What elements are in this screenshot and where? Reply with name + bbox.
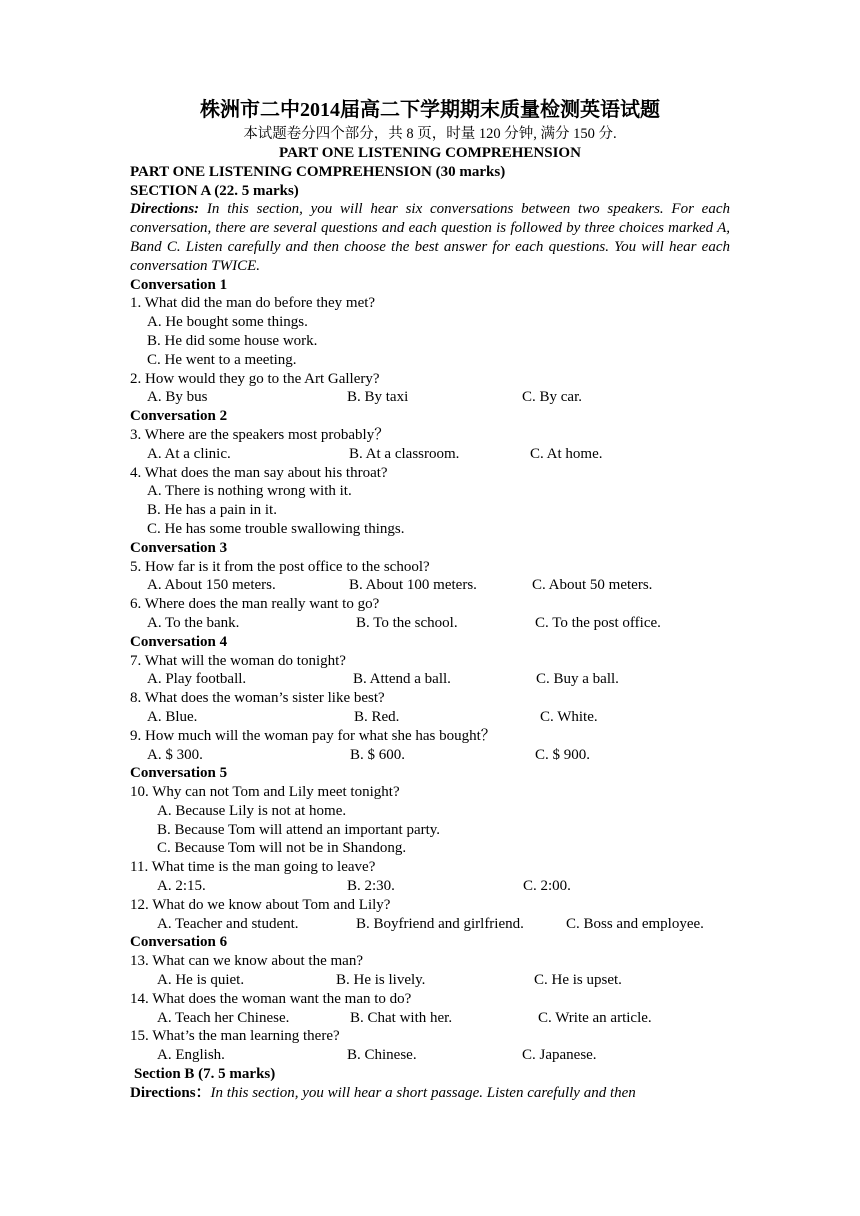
question-15-option-b: B. Chinese. (347, 1047, 417, 1064)
question-7-option-c: C. Buy a ball. (536, 671, 619, 688)
question-3: 3. Where are the speakers most probably？ (130, 426, 390, 443)
question-14-option-b: B. Chat with her. (350, 1009, 453, 1026)
question-10-option-b: B. Because Tom will attend an important party. (157, 821, 441, 838)
conversation-2-heading: Conversation 2 (130, 408, 228, 425)
question-9-option-a: A. $ 300. (147, 746, 203, 763)
part-heading: PART ONE LISTENING COMPREHENSION (30 marks) (130, 163, 506, 180)
question-10-option-a: A. Because Lily is not at home. (157, 802, 347, 819)
conversation-5-heading: Conversation 5 (130, 765, 228, 782)
question-6-options (130, 614, 730, 633)
question-9: 9. How much will the woman pay for what she has bought？ (130, 727, 496, 744)
directions-text: In this section, you will hear six conversations between two speakers. For each conversation, there are several questions and each question is followed by three choices marked A, Band C. Listen carefully and then choose the best answer for each questions. You will hear each conversation TWICE. (130, 201, 730, 274)
question-9-option-c: C. $ 900. (535, 746, 591, 763)
section-a-directions (130, 200, 730, 275)
question-6-option-c: C. To the post office. (535, 614, 661, 631)
question-5-option-b: B. About 100 meters. (349, 577, 477, 594)
question-6-option-b: B. To the school. (356, 614, 458, 631)
question-1-option-b: B. He did some house work. (147, 332, 318, 349)
question-5-option-a: A. About 150 meters. (147, 577, 276, 594)
question-10-option-c: C. Because Tom will not be in Shandong. (157, 840, 407, 857)
question-8-options (130, 708, 730, 727)
question-8-option-c: C. White. (540, 708, 598, 725)
question-3-option-c: C. At home. (530, 445, 603, 462)
question-5-options (130, 576, 730, 595)
question-1-option-c: C. He went to a meeting. (147, 351, 297, 368)
question-4-option-c: C. He has some trouble swallowing things. (147, 520, 405, 537)
question-7-option-b: B. Attend a ball. (353, 671, 451, 688)
question-3-option-b: B. At a classroom. (349, 445, 460, 462)
question-12-option-a: A. Teacher and student. (157, 915, 299, 932)
directions-label: Directions: (130, 201, 200, 218)
question-7-option-a: A. Play football. (147, 671, 247, 688)
conversation-1-heading: Conversation 1 (130, 276, 228, 293)
question-4: 4. What does the man say about his throat? (130, 464, 388, 481)
question-14-option-c: C. Write an article. (538, 1009, 652, 1026)
question-6-option-a: A. To the bank. (147, 614, 240, 631)
question-9-options (130, 746, 730, 765)
question-12-options (130, 915, 730, 934)
part-heading-centered: PART ONE LISTENING COMPREHENSION (279, 145, 581, 161)
question-14-options (130, 1009, 730, 1028)
question-2-option-a: A. By bus (147, 389, 208, 406)
exam-subtitle: 本试题卷分四个部分，共 8 页，时量 120 分钟, 满分 150 分. (243, 126, 617, 142)
question-2: 2. How would they go to the Art Gallery? (130, 370, 380, 387)
question-11: 11. What time is the man going to leave? (130, 859, 376, 876)
question-13: 13. What can we know about the man? (130, 953, 363, 970)
question-3-options (130, 445, 730, 464)
question-14: 14. What does the woman want the man to do? (130, 990, 412, 1007)
question-8: 8. What does the woman’s sister like best? (130, 690, 385, 707)
section-b-directions-text: In this section, you will hear a short passage. Listen carefully and then (210, 1084, 636, 1101)
question-1: 1. What did the man do before they met? (130, 295, 376, 312)
exam-page (130, 96, 730, 1103)
question-4-option-a: A. There is nothing wrong with it. (147, 483, 352, 500)
question-5-option-c: C. About 50 meters. (532, 577, 653, 594)
exam-title: 株洲市二中2014届高二下学期期末质量检测英语试题 (200, 99, 660, 121)
conversation-6-heading: Conversation 6 (130, 934, 228, 951)
question-15-option-c: C. Japanese. (522, 1047, 597, 1064)
question-2-options (130, 388, 730, 407)
question-15-options (130, 1046, 730, 1065)
question-10: 10. Why can not Tom and Lily meet tonight? (130, 784, 400, 801)
question-5: 5. How far is it from the post office to the school? (130, 558, 430, 575)
conversation-4-heading: Conversation 4 (130, 633, 228, 650)
question-1-option-a: A. He bought some things. (147, 314, 308, 331)
question-13-option-c: C. He is upset. (534, 972, 622, 989)
question-13-option-a: A. He is quiet. (157, 972, 245, 989)
question-15-option-a: A. English. (157, 1047, 225, 1064)
question-11-option-b: B. 2:30. (347, 878, 395, 895)
section-a-heading: SECTION A (22. 5 marks) (130, 182, 299, 199)
section-b-heading: Section B (7. 5 marks) (134, 1066, 276, 1083)
question-14-option-a: A. Teach her Chinese. (157, 1009, 290, 1026)
question-15: 15. What’s the man learning there? (130, 1028, 340, 1045)
question-13-option-b: B. He is lively. (336, 972, 426, 989)
question-12-option-c: C. Boss and employee. (566, 915, 704, 932)
question-2-option-b: B. By taxi (347, 389, 409, 406)
question-9-option-b: B. $ 600. (350, 746, 406, 763)
question-4-option-b: B. He has a pain in it. (147, 502, 277, 519)
section-b-directions (130, 1084, 730, 1103)
question-13-options (130, 971, 730, 990)
question-12: 12. What do we know about Tom and Lily? (130, 896, 391, 913)
question-6: 6. Where does the man really want to go? (130, 596, 380, 613)
question-11-option-c: C. 2:00. (523, 878, 571, 895)
question-12-option-b: B. Boyfriend and girlfriend. (356, 915, 524, 932)
question-11-option-a: A. 2:15. (157, 878, 206, 895)
question-11-options (130, 877, 730, 896)
question-7-options (130, 670, 730, 689)
question-7: 7. What will the woman do tonight? (130, 652, 346, 669)
conversation-3-heading: Conversation 3 (130, 539, 228, 556)
question-2-option-c: C. By car. (522, 389, 582, 406)
section-b-directions-label: Directions： (130, 1084, 211, 1101)
question-8-option-a: A. Blue. (147, 708, 198, 725)
question-8-option-b: B. Red. (354, 708, 400, 725)
question-3-option-a: A. At a clinic. (147, 445, 231, 462)
